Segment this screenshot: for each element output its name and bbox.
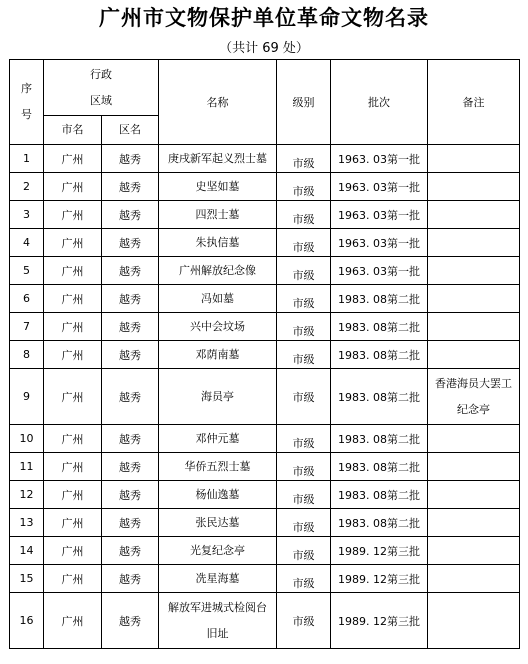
row-name: 海员亭 <box>159 369 277 425</box>
row-city: 广州 <box>44 145 102 173</box>
row-note <box>428 201 520 229</box>
row-name-line: 旧址 <box>206 626 229 640</box>
row-level-text: 市级 <box>292 548 315 562</box>
row-city: 广州 <box>44 593 102 649</box>
table-row <box>10 257 520 285</box>
row-name: 杨仙逸墓 <box>159 481 277 509</box>
row-batch: 1963. 03第一批 <box>331 145 428 173</box>
row-level-text: 市级 <box>292 240 315 254</box>
row-level <box>277 229 331 257</box>
row-level-text: 市级 <box>292 464 315 478</box>
row-number: 9 <box>10 369 44 425</box>
row-note <box>428 285 520 313</box>
row-level-text: 市级 <box>292 156 315 170</box>
row-level-text: 市级 <box>292 268 315 282</box>
row-note <box>428 593 520 649</box>
row-city: 广州 <box>44 537 102 565</box>
row-note <box>428 341 520 369</box>
row-city: 广州 <box>44 565 102 593</box>
row-batch: 1963. 03第一批 <box>331 201 428 229</box>
row-name: 华侨五烈士墓 <box>159 453 277 481</box>
table-row <box>10 537 520 565</box>
row-level-text: 市级 <box>292 520 315 534</box>
row-batch: 1983. 08第二批 <box>331 453 428 481</box>
row-city: 广州 <box>44 509 102 537</box>
row-district: 越秀 <box>102 229 159 257</box>
row-district: 越秀 <box>102 537 159 565</box>
row-note <box>428 369 520 425</box>
row-number: 5 <box>10 257 44 285</box>
row-note <box>428 565 520 593</box>
row-level <box>277 481 331 509</box>
row-level-text: 市级 <box>292 576 315 590</box>
header-level: 级别 <box>277 60 331 145</box>
table-row <box>10 565 520 593</box>
row-level-text: 市级 <box>292 352 315 366</box>
row-name: 史坚如墓 <box>159 173 277 201</box>
row-level-text: 市级 <box>292 324 315 338</box>
row-city: 广州 <box>44 313 102 341</box>
row-city: 广州 <box>44 257 102 285</box>
row-note <box>428 425 520 453</box>
row-batch: 1983. 08第二批 <box>331 285 428 313</box>
row-name: 庚戌新军起义烈士墓 <box>159 145 277 173</box>
row-level-text: 市级 <box>292 296 315 310</box>
table-row <box>10 145 520 173</box>
row-level-text: 市级 <box>292 614 315 628</box>
row-district: 越秀 <box>102 481 159 509</box>
row-note <box>428 453 520 481</box>
row-number: 13 <box>10 509 44 537</box>
table-row <box>10 509 520 537</box>
row-batch: 1989. 12第三批 <box>331 537 428 565</box>
row-level <box>277 313 331 341</box>
row-level-text: 市级 <box>292 390 315 404</box>
header-district: 区名 <box>102 116 159 145</box>
row-batch: 1983. 08第二批 <box>331 481 428 509</box>
row-name: 广州解放纪念像 <box>159 257 277 285</box>
row-number: 14 <box>10 537 44 565</box>
row-level <box>277 453 331 481</box>
row-number: 2 <box>10 173 44 201</box>
row-name: 冼星海墓 <box>159 565 277 593</box>
row-district: 越秀 <box>102 257 159 285</box>
header-name: 名称 <box>159 60 277 145</box>
row-level <box>277 509 331 537</box>
row-name: 冯如墓 <box>159 285 277 313</box>
row-level <box>277 341 331 369</box>
table-row <box>10 593 520 649</box>
row-district: 越秀 <box>102 145 159 173</box>
row-batch: 1963. 03第一批 <box>331 229 428 257</box>
table-row <box>10 285 520 313</box>
row-note <box>428 481 520 509</box>
row-district: 越秀 <box>102 593 159 649</box>
table-row <box>10 201 520 229</box>
row-name: 光复纪念亭 <box>159 537 277 565</box>
row-note <box>428 313 520 341</box>
row-batch: 1983. 08第二批 <box>331 341 428 369</box>
row-note <box>428 509 520 537</box>
row-level <box>277 565 331 593</box>
row-batch: 1983. 08第二批 <box>331 313 428 341</box>
row-level <box>277 201 331 229</box>
row-name <box>159 593 277 649</box>
row-level <box>277 369 331 425</box>
table-row <box>10 341 520 369</box>
row-name: 邓荫南墓 <box>159 341 277 369</box>
row-number: 10 <box>10 425 44 453</box>
row-level-text: 市级 <box>292 212 315 226</box>
row-note-line: 香港海员大罢工 <box>435 376 512 390</box>
row-number: 15 <box>10 565 44 593</box>
table-row <box>10 425 520 453</box>
row-note <box>428 145 520 173</box>
row-level-text: 市级 <box>292 184 315 198</box>
row-name-line: 解放军进城式检阅台 <box>168 600 267 614</box>
row-district: 越秀 <box>102 425 159 453</box>
row-number: 6 <box>10 285 44 313</box>
row-level <box>277 425 331 453</box>
row-city: 广州 <box>44 341 102 369</box>
row-district: 越秀 <box>102 341 159 369</box>
row-note <box>428 173 520 201</box>
table-row <box>10 481 520 509</box>
row-city: 广州 <box>44 425 102 453</box>
header-note: 备注 <box>428 60 520 145</box>
row-batch: 1989. 12第三批 <box>331 593 428 649</box>
row-number: 3 <box>10 201 44 229</box>
page-title: 广州市文物保护单位革命文物名录 <box>99 6 429 30</box>
row-number: 16 <box>10 593 44 649</box>
row-level-text: 市级 <box>292 492 315 506</box>
row-level <box>277 257 331 285</box>
row-district: 越秀 <box>102 201 159 229</box>
table-row <box>10 453 520 481</box>
row-name: 朱执信墓 <box>159 229 277 257</box>
row-city: 广州 <box>44 229 102 257</box>
header-city: 市名 <box>44 116 102 145</box>
row-level <box>277 285 331 313</box>
row-number: 11 <box>10 453 44 481</box>
header-admin-region: 行政 区域 <box>44 60 159 116</box>
row-city: 广州 <box>44 173 102 201</box>
header-batch: 批次 <box>331 60 428 145</box>
row-district: 越秀 <box>102 565 159 593</box>
row-level <box>277 593 331 649</box>
row-level <box>277 145 331 173</box>
heritage-table <box>9 59 520 649</box>
row-batch: 1983. 08第二批 <box>331 509 428 537</box>
row-name: 张民达墓 <box>159 509 277 537</box>
row-batch: 1983. 08第二批 <box>331 425 428 453</box>
table-row <box>10 369 520 425</box>
row-level <box>277 173 331 201</box>
row-district: 越秀 <box>102 453 159 481</box>
row-name: 邓仲元墓 <box>159 425 277 453</box>
page-subtitle: （共计 69 处） <box>219 41 309 56</box>
row-number: 12 <box>10 481 44 509</box>
table-row <box>10 173 520 201</box>
table-row <box>10 229 520 257</box>
row-city: 广州 <box>44 201 102 229</box>
row-district: 越秀 <box>102 313 159 341</box>
row-city: 广州 <box>44 369 102 425</box>
row-note-line: 纪念亭 <box>457 402 490 416</box>
row-number: 1 <box>10 145 44 173</box>
row-note <box>428 537 520 565</box>
row-batch: 1983. 08第二批 <box>331 369 428 425</box>
row-number: 4 <box>10 229 44 257</box>
row-batch: 1963. 03第一批 <box>331 257 428 285</box>
row-note <box>428 229 520 257</box>
row-number: 7 <box>10 313 44 341</box>
row-level-text: 市级 <box>292 436 315 450</box>
row-district: 越秀 <box>102 369 159 425</box>
header-seq: 序 号 <box>10 60 44 145</box>
row-batch: 1963. 03第一批 <box>331 173 428 201</box>
row-number: 8 <box>10 341 44 369</box>
row-note <box>428 257 520 285</box>
row-name: 兴中会坟场 <box>159 313 277 341</box>
row-city: 广州 <box>44 285 102 313</box>
row-city: 广州 <box>44 481 102 509</box>
row-level <box>277 537 331 565</box>
row-district: 越秀 <box>102 509 159 537</box>
row-district: 越秀 <box>102 285 159 313</box>
row-city: 广州 <box>44 453 102 481</box>
row-batch: 1989. 12第三批 <box>331 565 428 593</box>
row-district: 越秀 <box>102 173 159 201</box>
table-row <box>10 313 520 341</box>
row-name: 四烈士墓 <box>159 201 277 229</box>
